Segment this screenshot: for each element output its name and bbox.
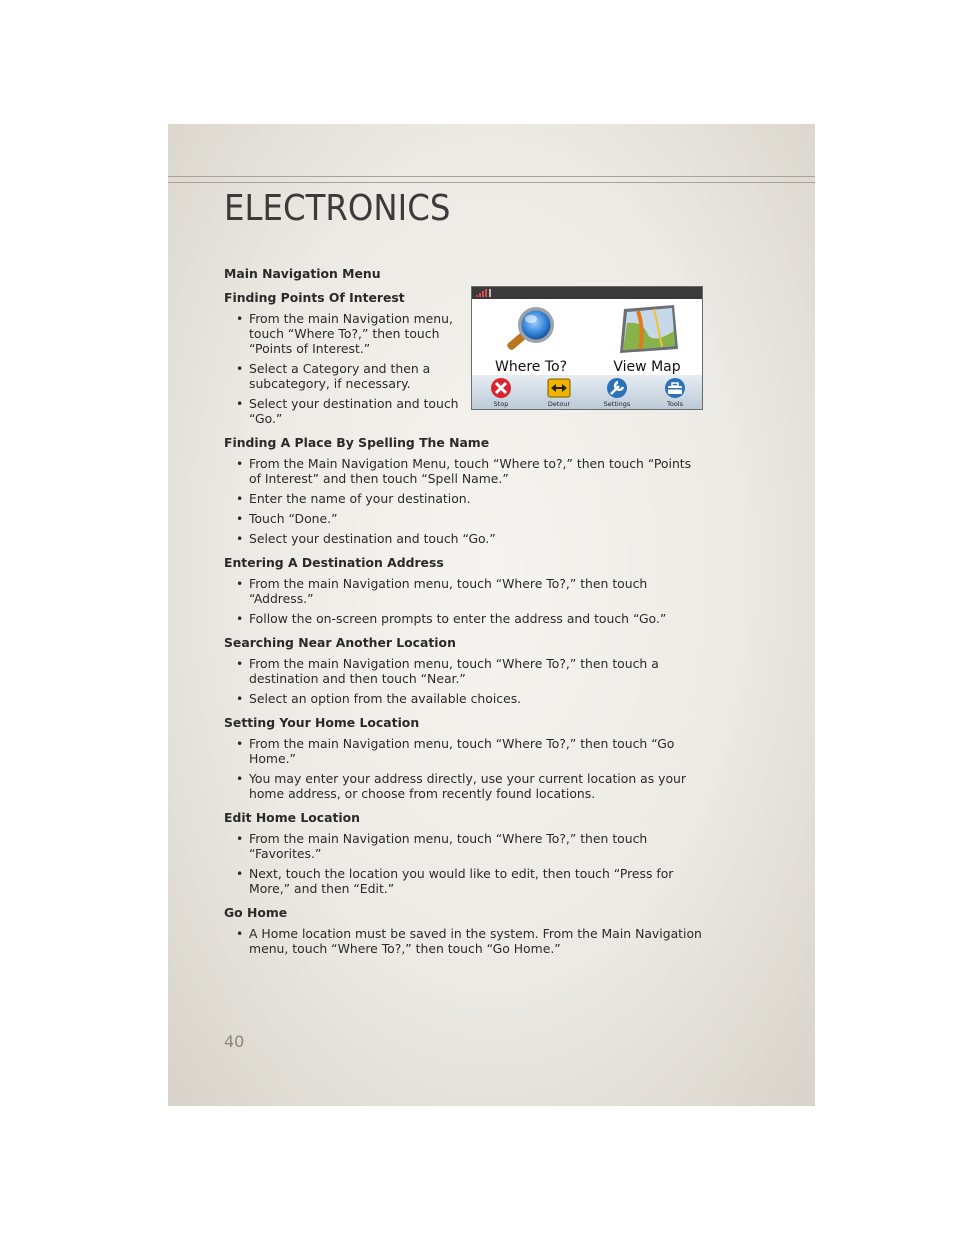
header-rule-top (168, 176, 815, 177)
list-item: • Select your destination and touch “Go.” (224, 531, 704, 546)
signal-strength-icon (476, 289, 492, 297)
view-map-label: View Map (613, 359, 681, 375)
list-item: • Touch “Done.” (224, 511, 704, 526)
detour-label: Detour (547, 400, 571, 408)
list-item: • From the main Navigation menu, touch “Where To?,” then touch “Points of Interest.” (224, 311, 459, 356)
settings-label: Settings (603, 400, 631, 408)
header-rule-bottom (168, 182, 815, 183)
list-item: • From the main Navigation menu, touch “Where To?,” then touch “Favorites.” (224, 831, 704, 861)
list-item: • Enter the name of your destination. (224, 491, 704, 506)
list-item: • You may enter your address directly, use your current location as your home address, or choose from recently found locations. (224, 771, 704, 801)
list-item: • Select your destination and touch “Go.” (224, 396, 459, 426)
heading-setting-your-home-location: Setting Your Home Location (224, 715, 420, 730)
list-edit-home-location (224, 831, 704, 896)
stop-button[interactable] (473, 376, 529, 409)
heading-main-navigation-menu: Main Navigation Menu (224, 266, 381, 281)
settings-button[interactable] (589, 376, 645, 409)
heading-entering-a-destination-address: Entering A Destination Address (224, 555, 444, 570)
magnifier-icon (476, 303, 586, 359)
list-item: • From the main Navigation menu, touch “Where To?,” then touch “Go Home.” (224, 736, 704, 766)
list-item: • Select a Category and then a subcategory, if necessary. (224, 361, 459, 391)
heading-finding-points-of-interest: Finding Points Of Interest (224, 290, 405, 305)
bottom-toolbar (472, 375, 702, 409)
where-to-button[interactable] (476, 303, 586, 375)
wrench-icon (589, 376, 645, 400)
heading-finding-a-place-by-spelling: Finding A Place By Spelling The Name (224, 435, 490, 450)
view-map-button[interactable] (592, 303, 702, 375)
status-bar (472, 287, 702, 299)
toolbox-icon (647, 376, 703, 400)
list-item: • A Home location must be saved in the system. From the Main Navigation menu, touch “Where To?,” then touch “Go Home.” (224, 926, 704, 956)
tools-button[interactable] (647, 376, 703, 409)
list-item: • From the main Navigation menu, touch “Where To?,” then touch “Address.” (224, 576, 704, 606)
section-title: ELECTRONICS (224, 188, 451, 229)
tools-label: Tools (666, 400, 683, 408)
navigation-screen-image (471, 286, 703, 410)
list-item: • Next, touch the location you would like to edit, then touch “Press for More,” and then “Edit.” (224, 866, 704, 896)
list-finding-a-place-by-spelling (224, 456, 704, 546)
list-item: • From the main Navigation menu, touch “Where To?,” then touch a destination and then touch “Near.” (224, 656, 704, 686)
map-icon (592, 303, 702, 359)
page-number: 40 (224, 1032, 245, 1051)
where-to-label: Where To? (494, 359, 567, 375)
manual-page (168, 124, 815, 1106)
list-searching-near-another-location (224, 656, 704, 706)
list-finding-points-of-interest (224, 311, 459, 426)
detour-icon (531, 376, 587, 400)
list-item: • Follow the on-screen prompts to enter the address and touch “Go.” (224, 611, 704, 626)
list-entering-a-destination-address (224, 576, 704, 626)
list-item: • Select an option from the available choices. (224, 691, 704, 706)
detour-button[interactable] (531, 376, 587, 409)
stop-label: Stop (493, 400, 509, 408)
list-setting-your-home-location (224, 736, 704, 801)
heading-go-home: Go Home (224, 905, 288, 920)
list-go-home (224, 926, 704, 956)
heading-searching-near-another-location: Searching Near Another Location (224, 635, 456, 650)
stop-icon (473, 376, 529, 400)
list-item: • From the Main Navigation Menu, touch “Where to?,” then touch “Points of Interest” and then touch “Spell Name.” (224, 456, 704, 486)
heading-edit-home-location: Edit Home Location (224, 810, 360, 825)
